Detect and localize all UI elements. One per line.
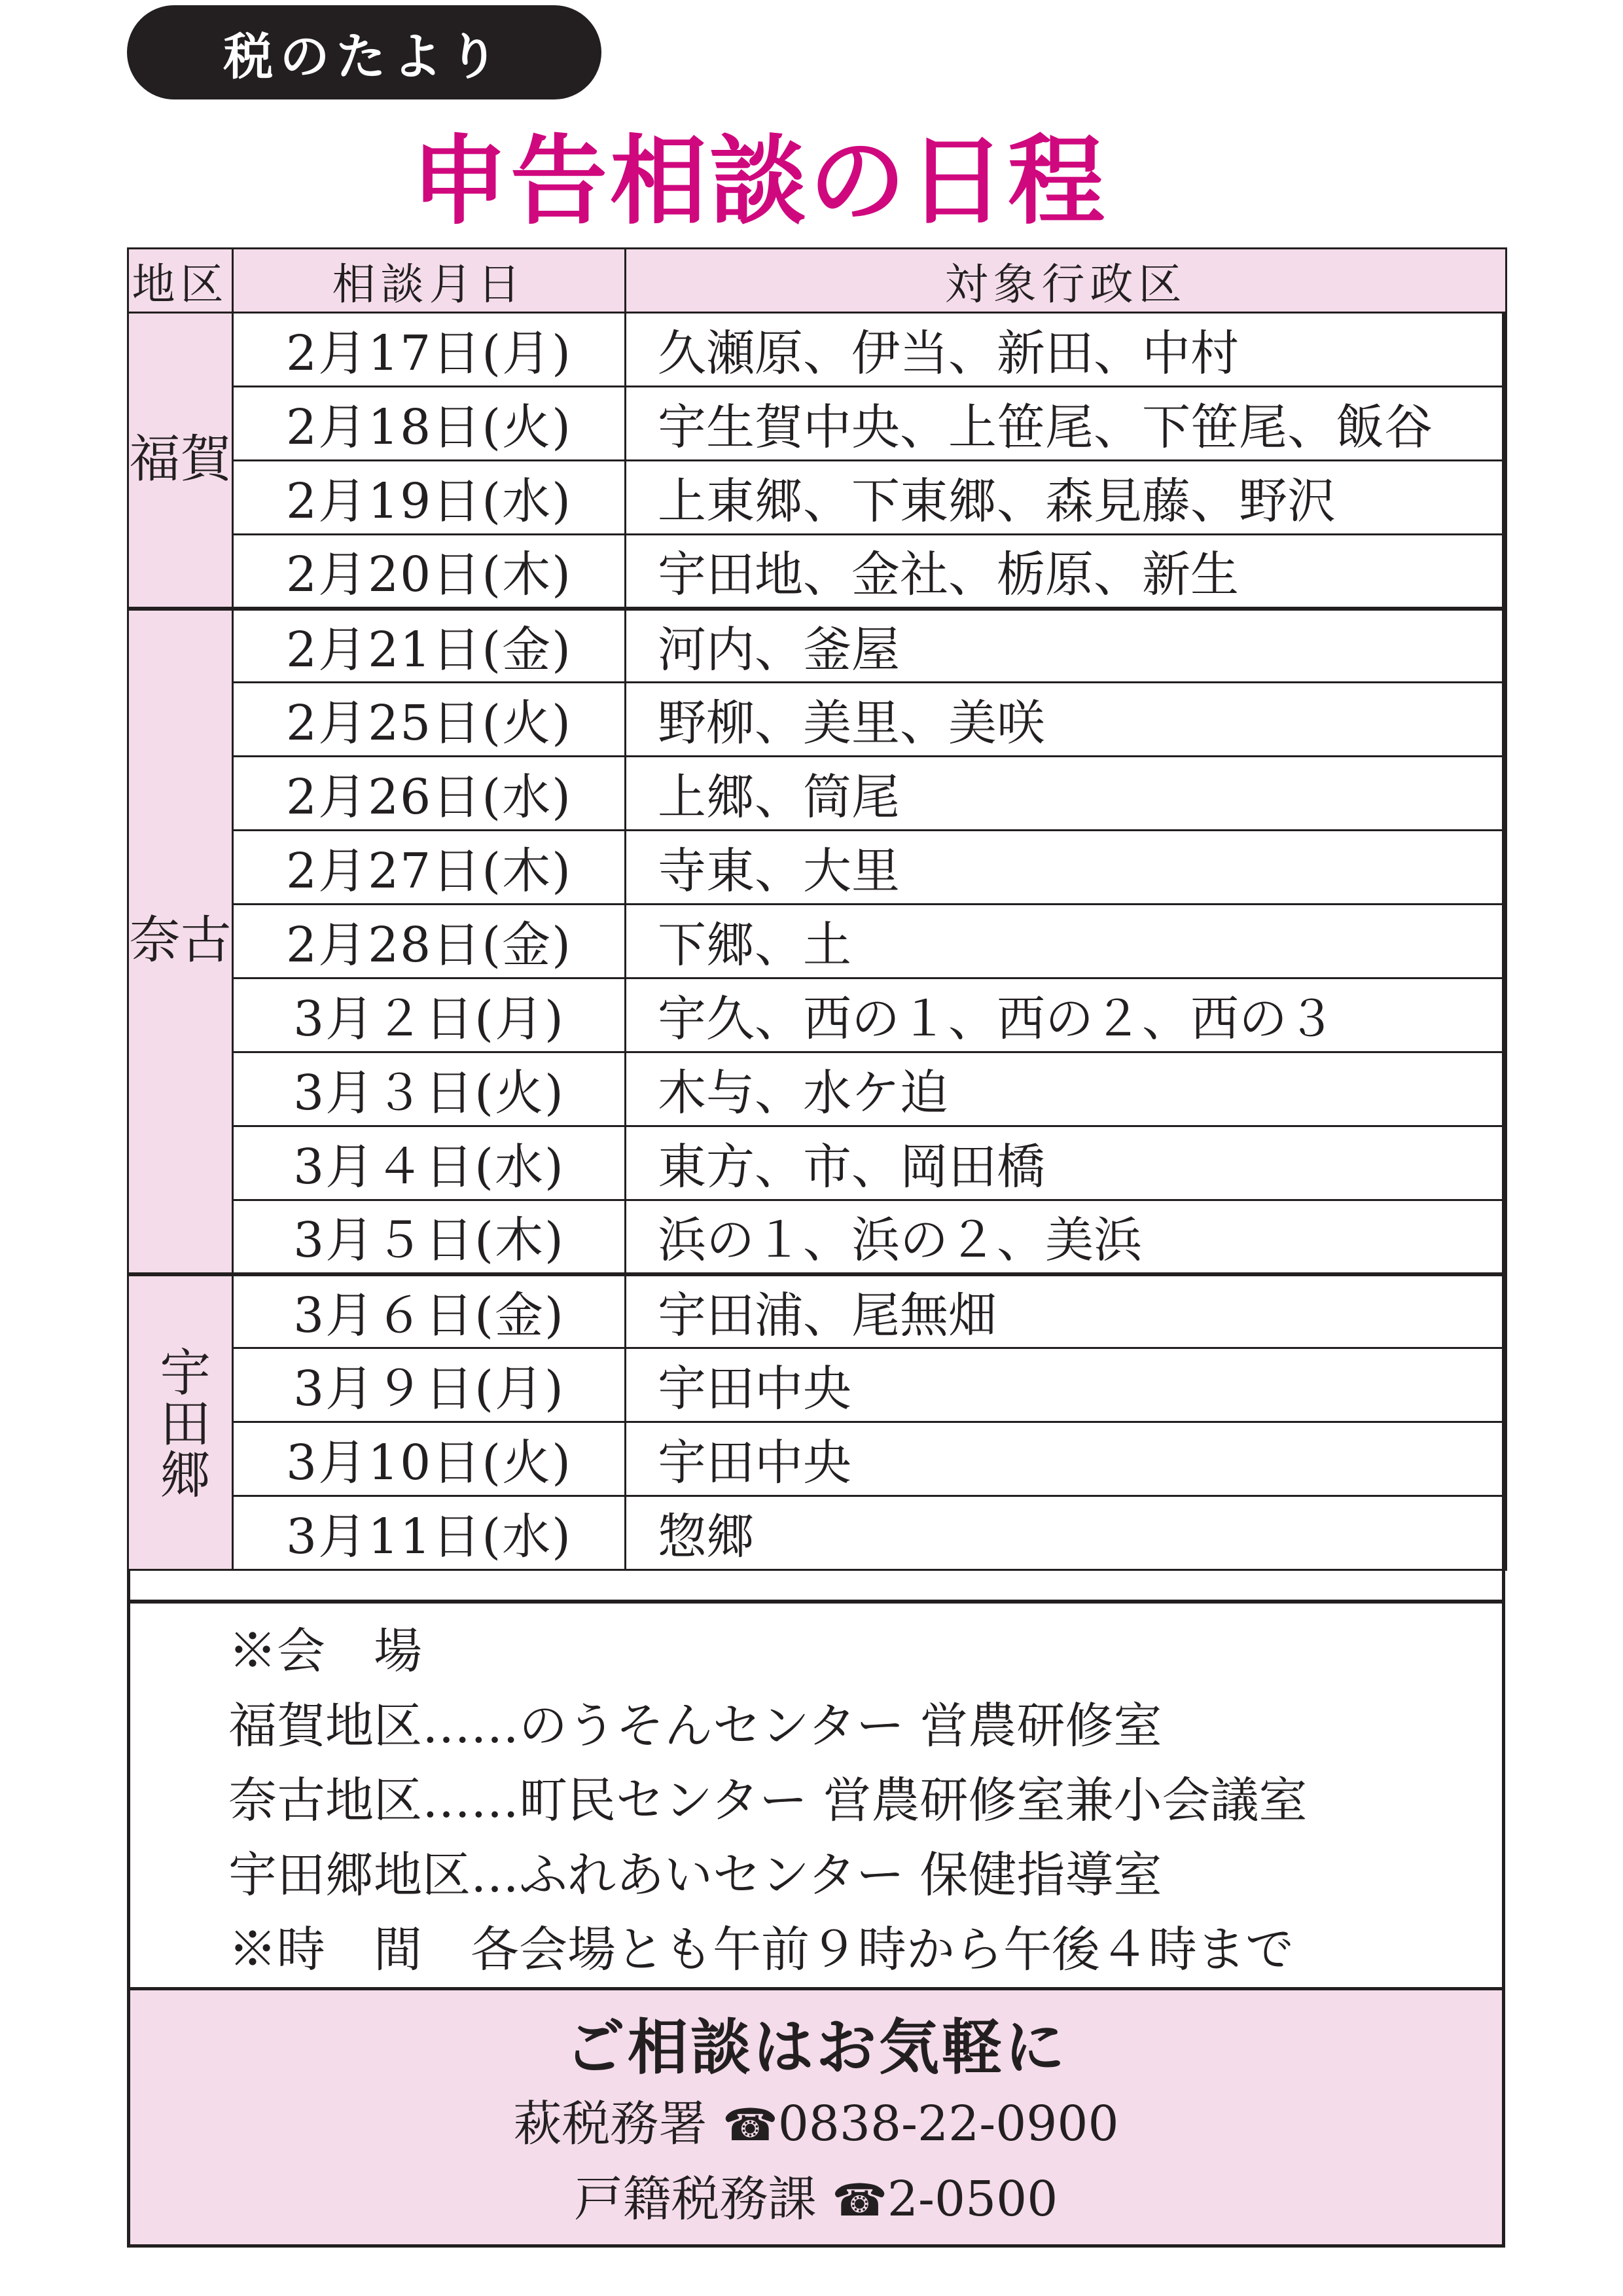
table-row — [128, 313, 1507, 387]
venue-notes — [127, 1600, 1505, 1987]
areas-cell: 宇田中央 — [626, 1422, 1507, 1496]
table-row — [128, 757, 1507, 831]
table-row — [128, 1052, 1507, 1126]
contact-line — [130, 2162, 1502, 2238]
header-district: 地区 — [128, 249, 233, 313]
date-cell: 2月27日(木) — [233, 831, 626, 905]
district-cell-fukuga — [128, 313, 233, 609]
areas-cell: 宇田浦、尾無畑 — [626, 1274, 1507, 1348]
areas-cell: 下郷、土 — [626, 905, 1507, 978]
areas-cell: 上東郷、下東郷、森見藤、野沢 — [626, 461, 1507, 535]
table-row — [128, 1274, 1507, 1348]
contact-box — [127, 1987, 1505, 2248]
date-cell: 2月20日(木) — [233, 535, 626, 609]
date-cell: 2月25日(火) — [233, 683, 626, 757]
venue-heading: ※会 場 — [228, 1623, 422, 1679]
table-row — [128, 978, 1507, 1052]
date-cell: 3月９日(月) — [233, 1348, 626, 1422]
areas-cell: 宇久、西の１、西の２、西の３ — [626, 978, 1507, 1052]
date-cell: 3月10日(火) — [233, 1422, 626, 1496]
contact-number: 0838-22-0900 — [777, 2096, 1119, 2152]
district-label: 福賀 — [129, 430, 232, 489]
areas-cell: 浜の１、浜の２、美浜 — [626, 1200, 1507, 1274]
contact-line — [130, 2087, 1502, 2162]
areas-cell: 惣郷 — [626, 1496, 1507, 1570]
contact-number: 2-0500 — [887, 2171, 1058, 2227]
date-cell: 3月６日(金) — [233, 1274, 626, 1348]
date-cell: 2月21日(金) — [233, 609, 626, 683]
section-badge — [127, 5, 601, 99]
date-cell: 2月19日(水) — [233, 461, 626, 535]
areas-cell: 上郷、筒尾 — [626, 757, 1507, 831]
contact-name: 戸籍税務課 — [574, 2171, 817, 2227]
areas-cell: 宇生賀中央、上笹尾、下笹尾、飯谷 — [626, 387, 1507, 461]
date-cell: 2月28日(金) — [233, 905, 626, 978]
areas-cell: 宇田中央 — [626, 1348, 1507, 1422]
table-row — [128, 1348, 1507, 1422]
table-row — [128, 1126, 1507, 1200]
district-cell-nago — [128, 609, 233, 1274]
areas-cell: 木与、水ケ迫 — [626, 1052, 1507, 1126]
date-cell: 2月26日(水) — [233, 757, 626, 831]
table-row — [128, 1200, 1507, 1274]
date-cell: 3月３日(火) — [233, 1052, 626, 1126]
badge-label: 税のたより — [223, 27, 505, 86]
areas-cell: 野柳、美里、美咲 — [626, 683, 1507, 757]
table-header-row — [128, 249, 1507, 313]
contact-heading: ご相談はお気軽に — [564, 2013, 1067, 2083]
header-areas: 対象行政区 — [626, 249, 1507, 313]
district-label: 宇田郷 — [151, 1346, 211, 1499]
table-row — [128, 461, 1507, 535]
schedule-table — [127, 247, 1507, 1571]
date-cell: 3月５日(木) — [233, 1200, 626, 1274]
date-cell: 3月２日(月) — [233, 978, 626, 1052]
table-row — [128, 1496, 1507, 1570]
date-cell: 3月11日(水) — [233, 1496, 626, 1570]
venue-line: 奈古地区……町民センター 営農研修室兼小会議室 — [228, 1772, 1308, 1829]
table-row — [128, 387, 1507, 461]
table-row — [128, 905, 1507, 978]
header-date: 相談月日 — [233, 249, 626, 313]
table-row — [128, 1422, 1507, 1496]
areas-cell: 宇田地、金社、栃原、新生 — [626, 535, 1507, 609]
areas-cell: 久瀬原、伊当、新田、中村 — [626, 313, 1507, 387]
page-title: 申告相談の日程 — [411, 125, 1107, 238]
areas-cell: 河内、釜屋 — [626, 609, 1507, 683]
district-label: 奈古 — [129, 911, 232, 971]
venue-line: 宇田郷地区…ふれあいセンター 保健指導室 — [228, 1847, 1162, 1903]
contact-name: 萩税務署 — [513, 2096, 707, 2152]
date-cell: 3月４日(水) — [233, 1126, 626, 1200]
phone-icon: ☎ — [722, 2100, 778, 2151]
phone-icon: ☎ — [832, 2175, 887, 2227]
time-note: ※時 間 各会場とも午前９時から午後４時まで — [228, 1922, 1294, 1978]
date-cell: 2月18日(火) — [233, 387, 626, 461]
areas-cell: 東方、市、岡田橋 — [626, 1126, 1507, 1200]
venue-line: 福賀地区……のうそんセンター 営農研修室 — [228, 1698, 1162, 1754]
date-cell: 2月17日(月) — [233, 313, 626, 387]
district-cell-udago — [128, 1274, 233, 1570]
table-row — [128, 831, 1507, 905]
table-row — [128, 683, 1507, 757]
table-row — [128, 609, 1507, 683]
areas-cell: 寺東、大里 — [626, 831, 1507, 905]
table-row — [128, 535, 1507, 609]
